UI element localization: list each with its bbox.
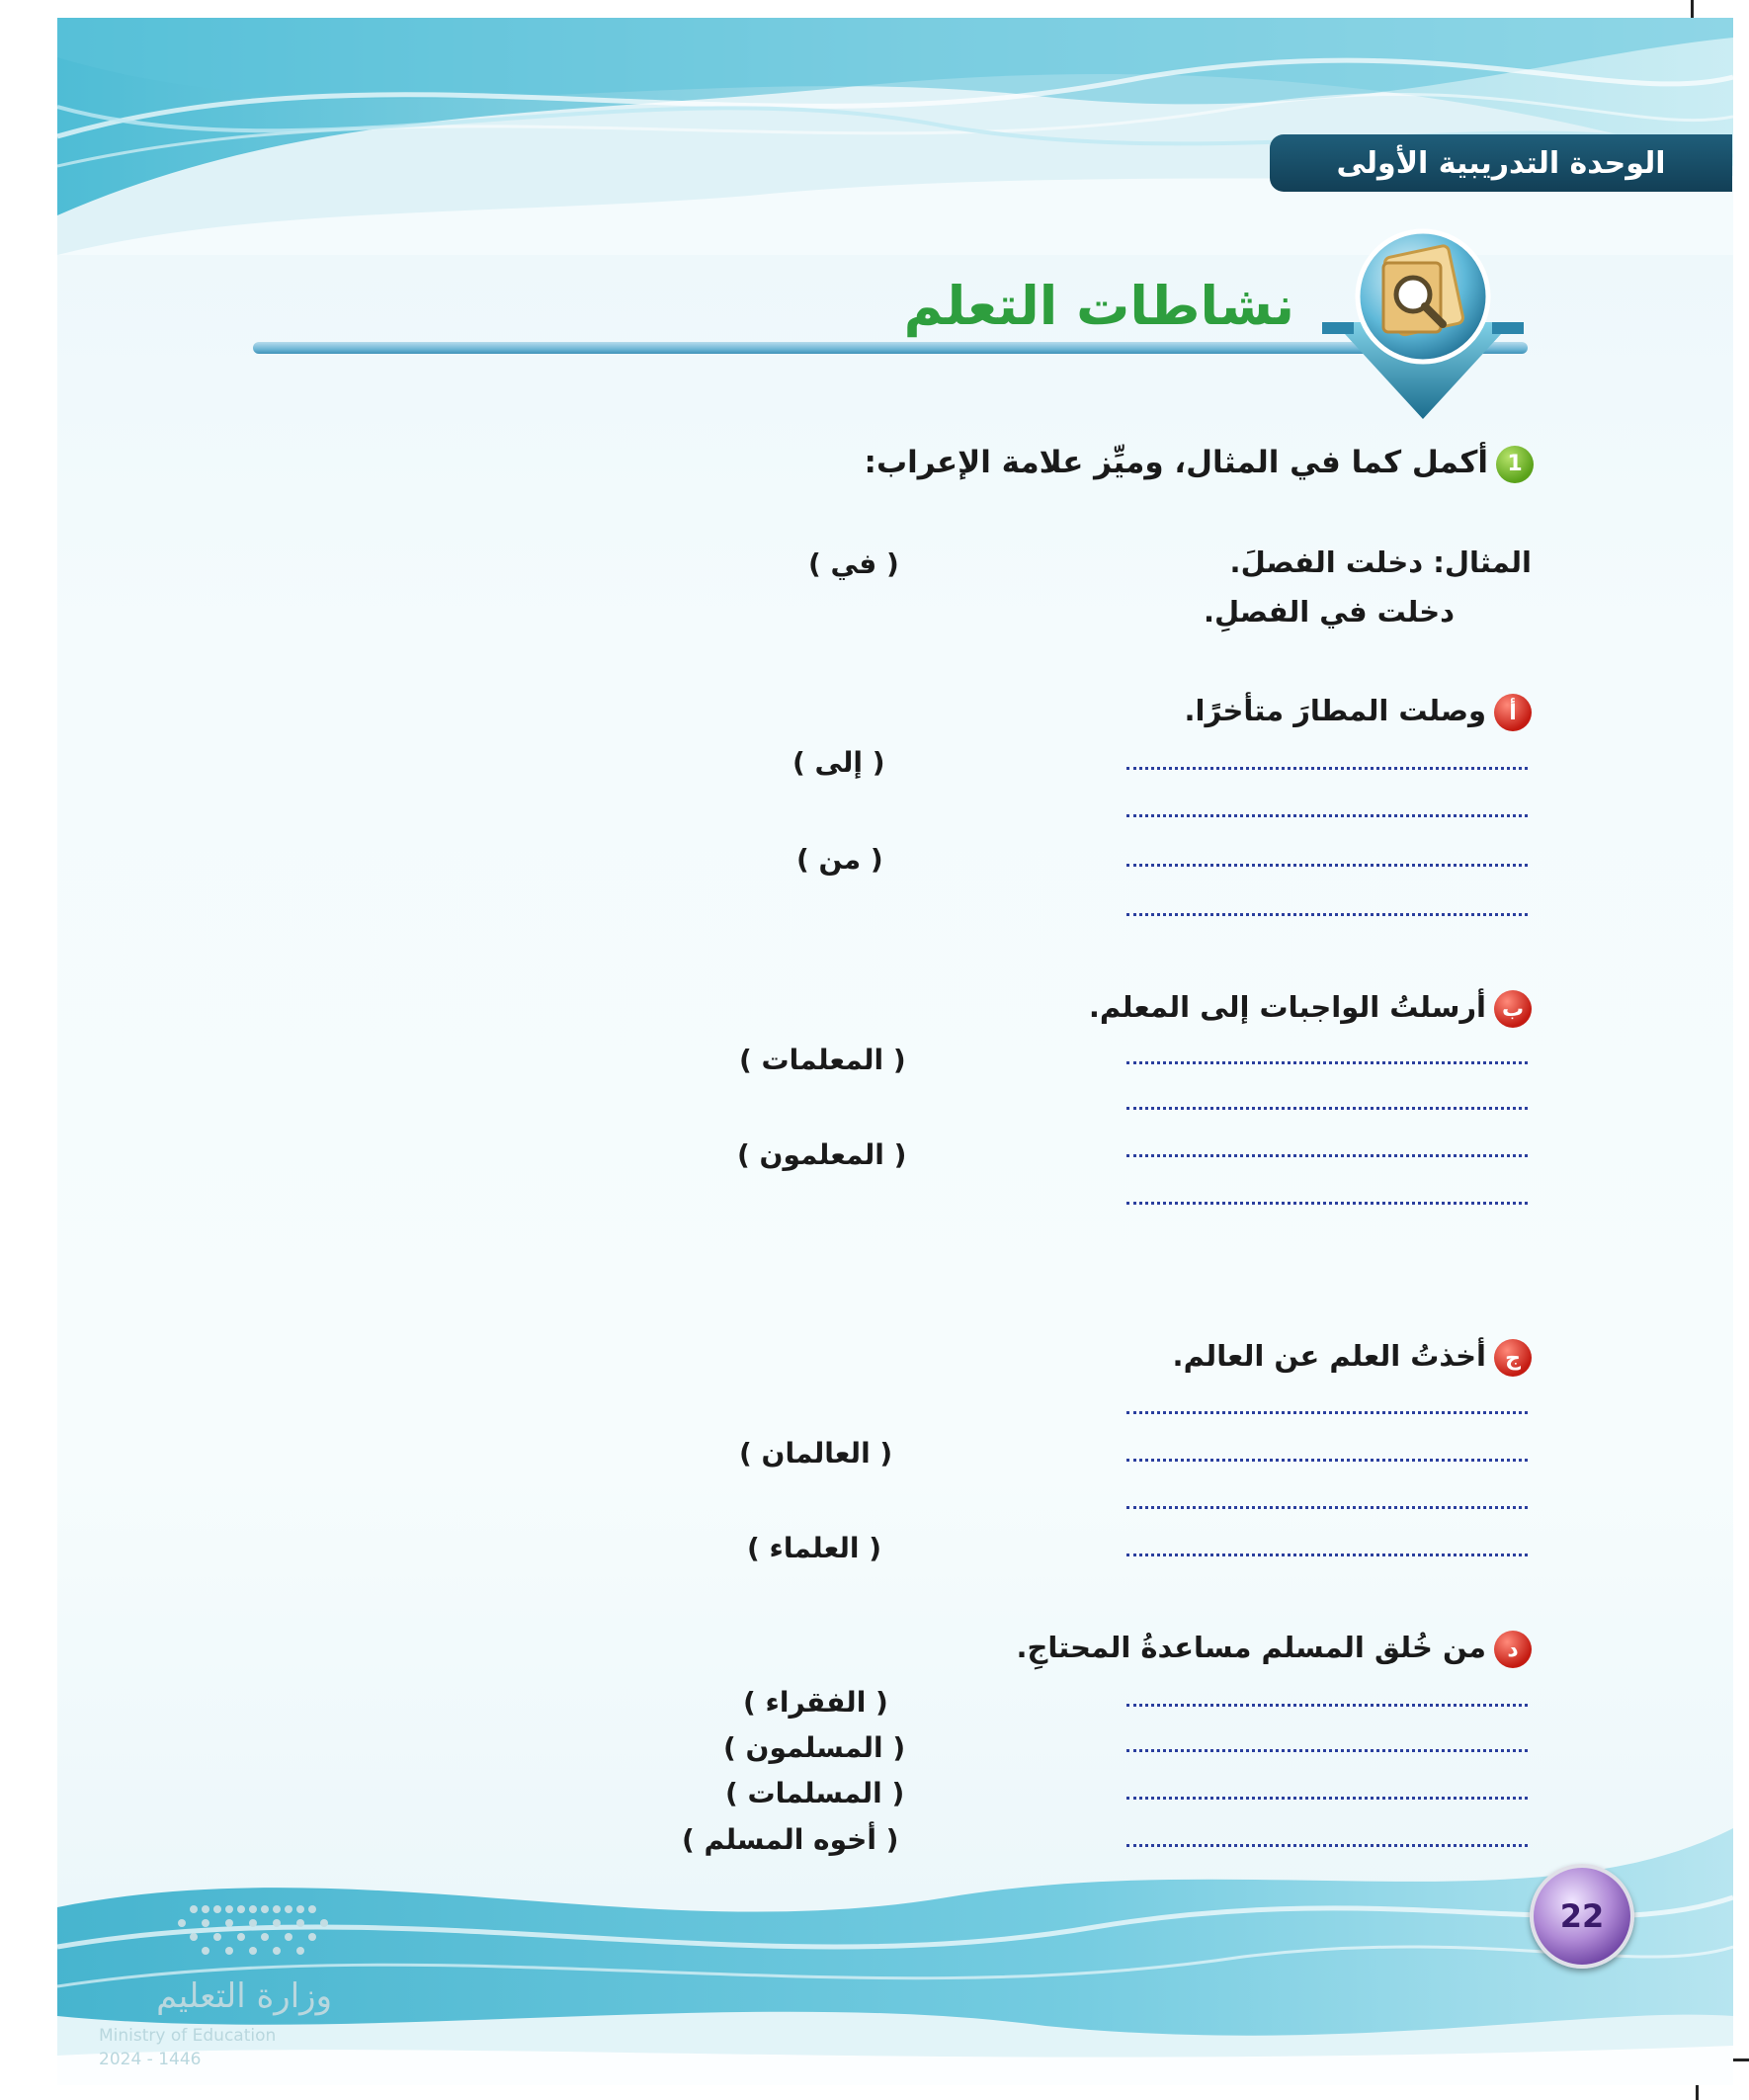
ministry-name-english: Ministry of Education [99, 2026, 277, 2046]
item-c-option-2: ( العلماء ) [747, 1532, 882, 1564]
section-title: نشاطات التعلم [903, 275, 1294, 337]
page-number-badge [1530, 1864, 1634, 1969]
item-d-option-3: ( المسلمات ) [725, 1777, 905, 1809]
item-b-option-1: ( المعلمات ) [739, 1044, 906, 1076]
item-c-badge: ج [1494, 1339, 1532, 1377]
exercise-instruction [865, 445, 1534, 483]
answer-line[interactable] [1126, 1797, 1528, 1800]
answer-line[interactable] [1126, 1704, 1528, 1707]
answer-line[interactable] [1126, 1459, 1528, 1462]
item-d-option-1: ( الفقراء ) [743, 1686, 888, 1719]
ministry-name-arabic: وزارة التعليم [156, 1976, 332, 2016]
item-c-option-1: ( العالمان ) [739, 1437, 893, 1470]
ministry-year: 2024 - 1446 [99, 2050, 202, 2069]
answer-line[interactable] [1126, 913, 1528, 916]
answer-line[interactable] [1126, 1202, 1528, 1205]
item-a-sentence: أوصلت المطارَ متأخرًا. [1185, 694, 1532, 731]
answer-line[interactable] [1126, 1154, 1528, 1157]
answer-line[interactable] [1126, 814, 1528, 817]
answer-line[interactable] [1126, 767, 1528, 770]
item-a-badge: أ [1494, 694, 1532, 731]
exercise-instruction-text: أكمل كما في المثال، وميِّز علامة الإعراب: [864, 445, 1488, 480]
answer-line[interactable] [1126, 1411, 1528, 1414]
item-b-option-2: ( المعلمون ) [737, 1138, 907, 1171]
unit-title: الوحدة التدريبية الأولى [1336, 145, 1666, 181]
exercise-number-badge: 1 [1496, 446, 1534, 483]
item-c-sentence: جأخذتُ العلم عن العالم. [1173, 1339, 1532, 1377]
answer-line[interactable] [1126, 1061, 1528, 1064]
item-b-badge: ب [1494, 990, 1532, 1028]
answer-line[interactable] [1126, 1506, 1528, 1509]
example-line-2: دخلت في الفصلِ. [1203, 595, 1455, 629]
answer-line[interactable] [1126, 864, 1528, 867]
ministry-watermark [95, 1897, 332, 2085]
item-d-badge: د [1494, 1631, 1532, 1668]
page-number: 22 [1559, 1897, 1605, 1935]
example-word: ( في ) [808, 547, 899, 580]
example-line-1: المثال: دخلت الفصلَ. [1229, 546, 1532, 579]
item-b-sentence: بأرسلتُ الواجبات إلى المعلم. [1089, 990, 1532, 1028]
answer-line[interactable] [1126, 1844, 1528, 1847]
item-a-option-2: ( من ) [796, 843, 883, 876]
magnifier-folder-icon [1314, 223, 1532, 421]
item-d-option-2: ( المسلمون ) [723, 1731, 906, 1764]
answer-line[interactable] [1126, 1554, 1528, 1556]
item-d-option-4: ( أخوه المسلم ) [682, 1823, 899, 1856]
unit-title-tab [1270, 134, 1732, 192]
answer-line[interactable] [1126, 1107, 1528, 1110]
answer-line[interactable] [1126, 1749, 1528, 1752]
ministry-logo-dots-icon [95, 1897, 332, 1967]
item-d-sentence: دمن خُلق المسلم مساعدةُ المحتاجِ. [1016, 1631, 1532, 1668]
item-a-option-1: ( إلى ) [792, 746, 885, 779]
